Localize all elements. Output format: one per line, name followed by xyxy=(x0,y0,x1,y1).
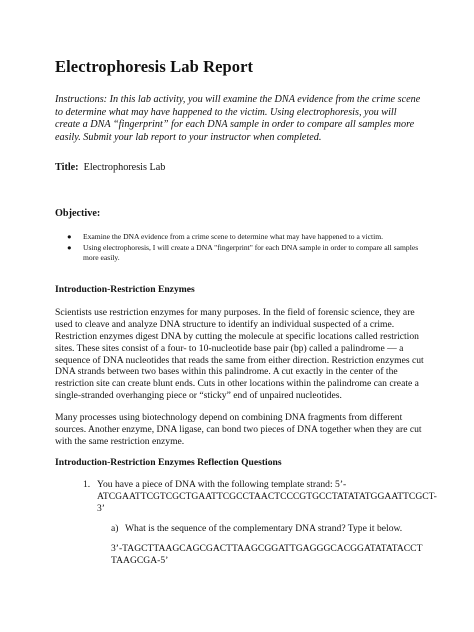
objective-text: Examine the DNA evidence from a crime scene to determine what may have happened to a victim. xyxy=(83,232,384,242)
sub-question-text: What is the sequence of the complementary DNA strand? Type it below. xyxy=(125,522,403,534)
question-number: 1. xyxy=(83,479,91,491)
sub-question-a xyxy=(111,523,424,535)
reflection-questions-heading: Introduction-Restriction Enzymes Reflection Questions xyxy=(55,457,282,469)
sub-question-letter: a) xyxy=(111,522,119,534)
objectives-list xyxy=(55,232,424,262)
objective-item xyxy=(67,232,424,242)
document-title: Electrophoresis Lab Report xyxy=(55,57,254,76)
bullet-icon: ● xyxy=(67,232,72,242)
question-text: You have a piece of DNA with the following template strand: 5’-ATCGAATTCGTCGCTGAATTCGCCTAACTCCCGTGCCTATATATGGAATTCGCT-3’ xyxy=(97,479,437,515)
objective-heading: Objective: xyxy=(55,208,101,220)
lab-title-label: Title: xyxy=(55,162,79,174)
intro-paragraph-2: Many processes using biotechnology depend on combining DNA fragments from different sources. Another enzyme, DNA ligase, can bond two pieces of DNA together when they are cut with the same restriction enzyme. xyxy=(55,411,422,447)
intro-paragraph-1: Scientists use restriction enzymes for many purposes. In the field of forensic science, they are used to cleave and analyze DNA structure to identify an individual suspected of a crime. Restriction enzymes digest DNA by cutting the molecule at specific locations called restriction sites. These sites consist of a four- to 10-nucleotide base pair (bp) called a palindrome — a sequence of DNA nucleotides that reads the same from either direction. Restriction enzymes cut DNA strands between two bases within this palindrome. A cut exactly in the center of the restriction site can create blunt ends. Cuts in other locations within the palindrome can create a single-stranded overhanging piece or “sticky” end of unpaired nucleotides. xyxy=(55,307,424,402)
answer-text: 3’-TAGCTTAAGCAGCGACTTAAGCGGATTGAGGGCACGGATATATACCTTAAGCGA-5’ xyxy=(111,542,423,566)
lab-title-line xyxy=(55,161,424,174)
intro-heading: Introduction-Restriction Enzymes xyxy=(55,284,195,296)
instructions-paragraph: Instructions: In this lab activity, you will examine the DNA evidence from the crime scene to determine what may have happened to the victim. Using electrophoresis, you will create a DNA “fingerprint” for each DNA sample in order to compare all samples more easily. Submit your lab report to your instructor when completed. xyxy=(55,94,421,143)
lab-title-value: Electrophoresis Lab xyxy=(83,162,166,174)
objective-text: Using electrophoresis, I will create a DNA "fingerprint" for each DNA sample in order to compare all samples more easily. xyxy=(83,242,419,262)
bullet-icon: ● xyxy=(67,242,72,252)
objective-item xyxy=(67,242,424,262)
question-1 xyxy=(55,479,437,566)
